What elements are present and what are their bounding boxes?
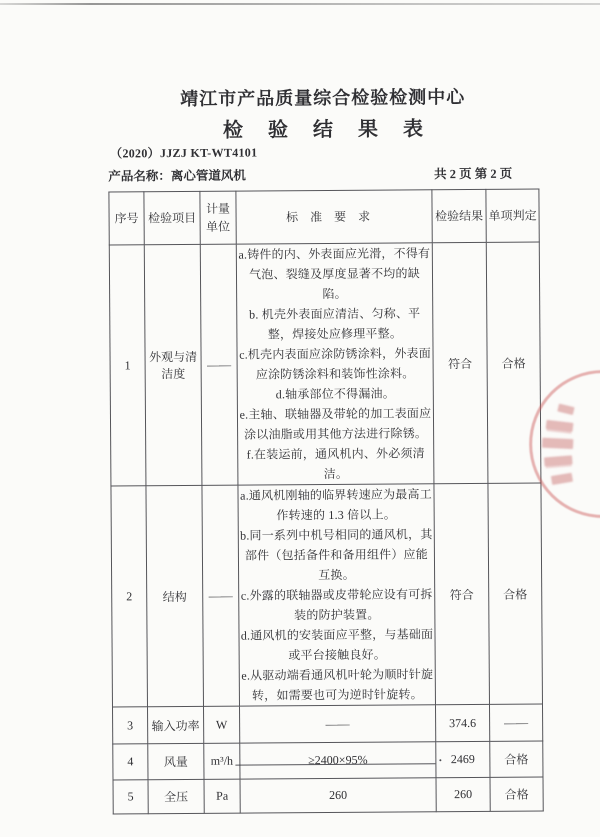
col-header-unit: 计量单位: [200, 191, 236, 244]
org-name-title: 靖江市产品质量综合检验检测中心: [180, 87, 466, 110]
col-header-standard: 标准要求: [236, 190, 432, 244]
result-cell: 260: [436, 777, 490, 811]
table-row-total-pressure: [113, 777, 543, 814]
standard-clause: f.在装运前，通风机内、外必须清洁。: [246, 446, 425, 482]
result-cell: 符合: [434, 483, 490, 704]
stamp-mark: [546, 420, 574, 432]
standard-cell: [236, 243, 434, 485]
standard-clause: d.轴承部位不得漏油。: [275, 386, 395, 402]
report-number: （2020）JJZJ KT-WT4101: [110, 145, 258, 161]
col-header-judgment: 单项判定: [486, 189, 539, 242]
product-name: 产品名称：离心管道风机: [108, 168, 246, 184]
results-table: [108, 188, 543, 814]
unit-cell: Pa: [204, 779, 240, 813]
seq-cell: 5: [113, 780, 148, 814]
item-cell: 全压: [148, 779, 204, 813]
stamp-mark: [557, 404, 574, 416]
table-header-row: [109, 189, 539, 245]
seq-cell: 3: [112, 707, 147, 744]
seq-cell: 4: [113, 744, 148, 780]
standard-clause: b.同一系列中机号相同的通风机，其部件（包括备件和备用组件）应能互换。: [240, 527, 433, 583]
standard-cell: ≥2400×95%: [240, 742, 436, 779]
item-cell: 外观与清洁度: [144, 244, 202, 485]
document-title: 检验结果表: [222, 118, 449, 142]
unit-cell: W: [203, 706, 239, 743]
judgment-cell: 合格: [490, 741, 543, 777]
judgment-cell: ——: [489, 704, 542, 741]
judgment-cell: 合格: [488, 483, 543, 704]
result-cell: 374.6: [435, 704, 489, 741]
col-header-item: 检验项目: [144, 191, 200, 244]
result-cell: 2469: [436, 741, 490, 777]
standard-cell: [238, 484, 436, 706]
table-row-air-volume: [113, 741, 543, 780]
judgment-cell: 合格: [486, 242, 541, 483]
standard-clause: e.主轴、联轴器及带轮的加工表面应涂以油脂或用其他方法进行除锈。: [239, 406, 432, 442]
item-cell: 输入功率: [147, 706, 203, 743]
table-row-input-power: [112, 704, 542, 744]
standard-cell: ——: [239, 705, 435, 743]
stamp-mark: [544, 455, 573, 466]
standard-clause: b. 机壳外表面应清洁、匀称、平整，焊接处应修理平整。: [249, 306, 421, 342]
standard-clause: c.机壳内表面应涂防锈涂料，外表面应涂防锈涂料和装饰性涂料。: [239, 346, 431, 382]
unit-cell: ——: [200, 244, 238, 485]
table-row-appearance: [109, 242, 541, 486]
stamp-mark: [542, 438, 573, 449]
standard-clause: a.通风机刚轴的临界转速应为最高工作转速的 1.3 倍以上。: [240, 487, 432, 523]
seq-cell: 2: [111, 486, 148, 707]
item-cell: 结构: [146, 485, 204, 706]
result-cell: 符合: [432, 242, 488, 483]
unit-cell: m³/h: [204, 743, 240, 779]
standard-cell: 260: [240, 778, 436, 813]
stamp-mark: [551, 473, 573, 485]
standard-clause: a.铸件的内、外表面应光滑，不得有气泡、裂缝及厚度显著不均的缺陷。: [238, 246, 431, 302]
col-header-result: 检验结果: [432, 189, 486, 242]
table-row-structure: [111, 483, 543, 707]
item-cell: 风量: [148, 743, 204, 779]
unit-cell: ——: [202, 485, 240, 706]
meta-row: [108, 164, 538, 185]
standard-clause: d.通风机的安装面应平整，与基础面或平台接触良好。: [240, 627, 434, 663]
standard-clause: c.外露的联轴器或皮带轮应设有可拆装的防护装置。: [240, 587, 433, 623]
seq-cell: 1: [109, 245, 146, 486]
col-header-seq: 序号: [109, 192, 144, 245]
standard-clause: e.从驱动端看通风机叶轮为顺时针旋转，如需要也可为逆时针旋转。: [241, 667, 434, 703]
page-count: 共 2 页 第 2 页: [434, 166, 513, 182]
judgment-cell: 合格: [490, 777, 543, 811]
